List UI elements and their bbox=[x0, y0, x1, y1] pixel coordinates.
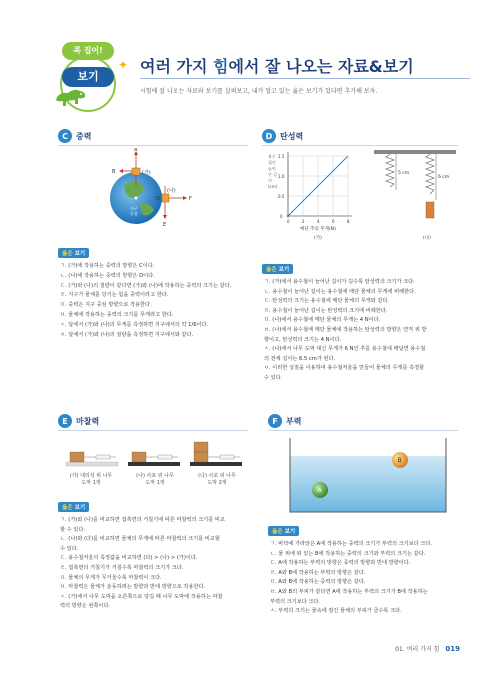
ball-b-label: B bbox=[397, 457, 402, 464]
list-item: ㄷ. (가)와 (나)의 질량이 같다면 (가)와 (나)에 작용하는 중력의 크기는 같다. bbox=[60, 282, 232, 289]
page-subtitle: 시험에 잘 나오는 자료와 보기를 살펴보고, 내가 알고 있는 옳은 보기가 있다면 추가해 보자. bbox=[140, 88, 378, 95]
ytick: 1.0 bbox=[278, 174, 285, 179]
box-label-prefix: 옳은 bbox=[62, 251, 73, 257]
section-e-box-label bbox=[58, 502, 89, 512]
spring-label-2: 6 cm bbox=[438, 175, 450, 180]
list-item: ㄹ. A와 B에 작용하는 부력의 방향은 같다. bbox=[270, 569, 366, 576]
list-item: ㅇ. 달에서 (가)와 (나)의 질량을 측정하면 지구에서와 같다. bbox=[60, 331, 194, 338]
list-item: ㄷ. A에 작용하는 부력의 방향은 중력의 방향과 반대 방향이다. bbox=[270, 560, 411, 567]
section-e-title: 마찰력 bbox=[76, 416, 100, 426]
list-item: 향이고, 탄성력의 크기는 4 N이다. bbox=[264, 336, 342, 343]
list-item: ㅁ. 물체의 무게가 무거울수록 마찰력이 크다. bbox=[60, 574, 162, 581]
list-item: ㅂ. A와 B의 부피가 같다면 A에 작용하는 부력의 크기가 B에 작용하는 bbox=[270, 588, 428, 595]
list-item: ㅇ. 이러한 성질을 이용하여 용수철저울을 만들어 물체의 무게를 측정할 bbox=[264, 365, 425, 372]
label-f: F bbox=[189, 196, 192, 202]
label-e: E bbox=[163, 222, 167, 228]
label-na: (나) bbox=[167, 188, 176, 194]
section-d-box-label bbox=[262, 264, 293, 274]
label-ga: (가) bbox=[142, 170, 151, 176]
box-label-prefix: 옳은 bbox=[62, 505, 73, 511]
box-label-prefix: 옳은 bbox=[272, 529, 283, 535]
list-item: 수 있다. bbox=[60, 545, 79, 552]
caption-line: 도막 2개 bbox=[207, 480, 227, 486]
list-item: ㅁ. 중력은 지구 중심 방향으로 작용한다. bbox=[60, 302, 152, 309]
list-item: ㄱ. 바닥에 가라앉은 A에 작용하는 중력의 크기가 부력의 크기보다 크다. bbox=[270, 541, 432, 547]
section-e-items bbox=[58, 516, 248, 612]
earth-center-label: 지구 bbox=[130, 206, 138, 211]
graph-xlabel: 매단 추의 무게(N) bbox=[300, 227, 336, 232]
graph-ylabel-5: 이 bbox=[268, 178, 272, 183]
list-item: ㄷ. 용수철저울의 측정값을 비교하면 (다) > (나) > (가)이다. bbox=[60, 555, 198, 562]
box-label-suffix: 보기 bbox=[74, 251, 86, 257]
badge-top: 콕 집어! bbox=[62, 42, 114, 60]
header bbox=[48, 40, 468, 110]
section-c-divider bbox=[58, 145, 248, 146]
list-item: 할 수 있다. bbox=[60, 526, 85, 533]
list-item: 수 있다. bbox=[264, 374, 283, 381]
wood-block bbox=[426, 202, 434, 218]
section-c-box bbox=[58, 240, 248, 400]
page-title bbox=[140, 54, 414, 77]
list-item: ㅂ. 마찰력은 물체가 운동하려는 방향과 반대 방향으로 작용한다. bbox=[60, 584, 206, 591]
section-f-box bbox=[268, 518, 460, 618]
badge-label: 보기 bbox=[62, 67, 114, 87]
label-a: A bbox=[134, 148, 138, 153]
box-label-suffix: 보기 bbox=[278, 267, 290, 273]
box-label-prefix: 옳은 bbox=[266, 267, 277, 273]
friction-caption-2 bbox=[124, 472, 186, 486]
list-item: ㄹ. 지구가 물체를 당기는 힘을 중력이라고 한다. bbox=[60, 292, 169, 299]
title-part2: 에서 잘 나오는 자료&보기 bbox=[228, 57, 414, 76]
list-item: ㅅ. 달에서 (가)와 (나)의 무게를 측정하면 지구에서의 약 1/6이다. bbox=[60, 321, 209, 328]
list-item: ㅁ. A와 B에 작용하는 중력의 방향은 같다. bbox=[270, 579, 366, 586]
list-item: 부력의 크기보다 크다. bbox=[270, 598, 321, 605]
page-number: 019 bbox=[445, 644, 460, 653]
graph-ylabel-4: 난 길 bbox=[268, 172, 277, 177]
xtick: 0 bbox=[287, 219, 290, 224]
caption-line: (가) 대리석 위 나무 bbox=[69, 473, 113, 479]
section-d-title: 탄성력 bbox=[280, 131, 304, 141]
label-b: B bbox=[112, 169, 116, 175]
list-item: ㅂ. 물체에 작용하는 중력의 크기를 무게라고 한다. bbox=[60, 311, 174, 318]
caption-line: 도막 1개 bbox=[145, 480, 165, 486]
list-item: ㅅ. (나)에서 나무 도막 대신 무게가 6 N인 추를 용수철에 매달면 용수철 bbox=[264, 346, 426, 353]
graph-ylabel-2: 철이 bbox=[268, 160, 276, 165]
ytick: 1.5 bbox=[278, 154, 285, 159]
caption-line: (다) 사포 위 나무 bbox=[198, 473, 236, 479]
friction-caption-3 bbox=[186, 472, 248, 486]
list-item: ㄴ. (나)와 (다)를 비교하면 물체의 무게에 따른 마찰력의 크기를 비교할 bbox=[60, 536, 220, 543]
friction-figure bbox=[62, 440, 246, 470]
xtick: 4 bbox=[317, 219, 320, 224]
list-item: ㄱ. (가)에서 용수철이 늘어난 길이가 길수록 탄성력의 크기가 크다. bbox=[264, 279, 415, 285]
box-label-suffix: 보기 bbox=[284, 529, 296, 535]
title-part1: 여러 가지 bbox=[140, 57, 213, 76]
list-item: ㄱ. (가)에 작용하는 중력의 방향은 C이다. bbox=[60, 263, 155, 269]
section-f-header bbox=[268, 414, 301, 428]
badge bbox=[48, 40, 138, 110]
section-c-header bbox=[58, 129, 91, 143]
box-label-suffix: 보기 bbox=[74, 505, 86, 511]
friction-caption-1 bbox=[60, 472, 122, 486]
list-item: ㅅ. (가)에서 나무 도막을 오른쪽으로 당길 때 나무 도막에 작용하는 마찰 bbox=[60, 593, 223, 600]
spring-figure bbox=[370, 148, 460, 240]
title-accent: 힘 bbox=[212, 57, 229, 76]
caption-line: (나) 사포 위 나무 bbox=[136, 473, 174, 479]
title-divider bbox=[140, 78, 470, 79]
earth-center-label-2: 중심 bbox=[130, 211, 138, 216]
graph-ylabel-6: (cm) bbox=[268, 184, 278, 189]
section-d-items bbox=[262, 278, 458, 384]
list-item: ㄹ. 접촉면의 거칠기가 거칠수록 마찰력의 크기가 크다. bbox=[60, 564, 184, 571]
spring-caption: (나) bbox=[423, 236, 431, 240]
list-item: ㅂ. (나)에서 용수철에 매단 물체에 작용하는 탄성력의 방향은 연직 위 방 bbox=[264, 326, 427, 333]
list-item: ㄱ. (가)와 (나)를 비교하면 접촉면의 거칠기에 따른 마찰력의 크기를 비교 bbox=[60, 517, 225, 523]
section-e-divider bbox=[58, 430, 248, 431]
section-c-title: 중력 bbox=[76, 131, 92, 141]
footer bbox=[395, 644, 460, 653]
ytick: 0.5 bbox=[278, 194, 285, 199]
gravity-figure bbox=[96, 148, 216, 238]
section-c-box-label bbox=[58, 248, 89, 258]
ytick: 0 bbox=[280, 214, 283, 219]
section-f-title: 부력 bbox=[286, 416, 302, 426]
section-c-items bbox=[58, 262, 248, 340]
section-f-divider bbox=[268, 430, 458, 431]
section-f-letter: F bbox=[268, 414, 282, 428]
list-item: ㄴ. 물 위에 떠 있는 B에 작용하는 중력의 크기와 부력의 크기는 같다. bbox=[270, 550, 426, 557]
section-f-items bbox=[268, 540, 460, 617]
spring-label-1: 5 cm bbox=[398, 171, 410, 176]
footer-chapter: 01. 여러 가지 힘 bbox=[395, 646, 440, 653]
label-d: D bbox=[156, 196, 160, 202]
list-item: ㄹ. 용수철이 늘어난 길이는 탄성력의 크기에 비례한다. bbox=[264, 307, 388, 314]
xtick: 8 bbox=[347, 219, 350, 224]
list-item: ㄴ. (나)에 작용하는 중력의 방향은 D이다. bbox=[60, 272, 155, 279]
graph-ylabel-1: 용수 bbox=[268, 154, 276, 159]
caption-line: 도막 1개 bbox=[81, 480, 101, 486]
section-e-header bbox=[58, 414, 99, 428]
section-f-box-label bbox=[268, 526, 299, 536]
section-d-letter: D bbox=[262, 129, 276, 143]
section-d-header bbox=[262, 129, 303, 143]
water bbox=[290, 456, 446, 512]
section-d-box bbox=[262, 256, 458, 404]
list-item: 의 전체 길이는 6.5 cm가 된다. bbox=[264, 355, 336, 362]
xtick: 6 bbox=[332, 219, 335, 224]
ball-a-label: A bbox=[317, 487, 322, 494]
graph-caption: (가) bbox=[314, 236, 322, 240]
dinosaur-icon bbox=[54, 86, 88, 110]
list-item: ㅅ. 부력의 크기는 물속에 잠긴 물체의 부피가 클수록 크다. bbox=[270, 608, 402, 615]
spring-graph bbox=[266, 148, 366, 240]
buoyancy-figure bbox=[288, 436, 448, 514]
section-e-box bbox=[58, 494, 248, 622]
list-item: ㄴ. 용수철이 늘어난 길이는 용수철에 매단 물체의 무게에 비례한다. bbox=[264, 288, 416, 295]
list-item: ㅁ. (나)에서 용수철에 매단 물체의 무게는 4 N이다. bbox=[264, 317, 381, 324]
section-d-divider bbox=[262, 145, 458, 146]
xtick: 2 bbox=[302, 219, 305, 224]
section-e-letter: E bbox=[58, 414, 72, 428]
list-item: ㄷ. 탄성력의 크기는 용수철에 매단 물체의 무게와 같다. bbox=[264, 298, 390, 305]
sparkle-icon: ✦ bbox=[118, 58, 129, 72]
graph-ylabel-3: 늘어 bbox=[268, 166, 276, 171]
list-item: 력의 방향은 왼쪽이다. bbox=[60, 603, 111, 610]
section-c-letter: C bbox=[58, 129, 72, 143]
